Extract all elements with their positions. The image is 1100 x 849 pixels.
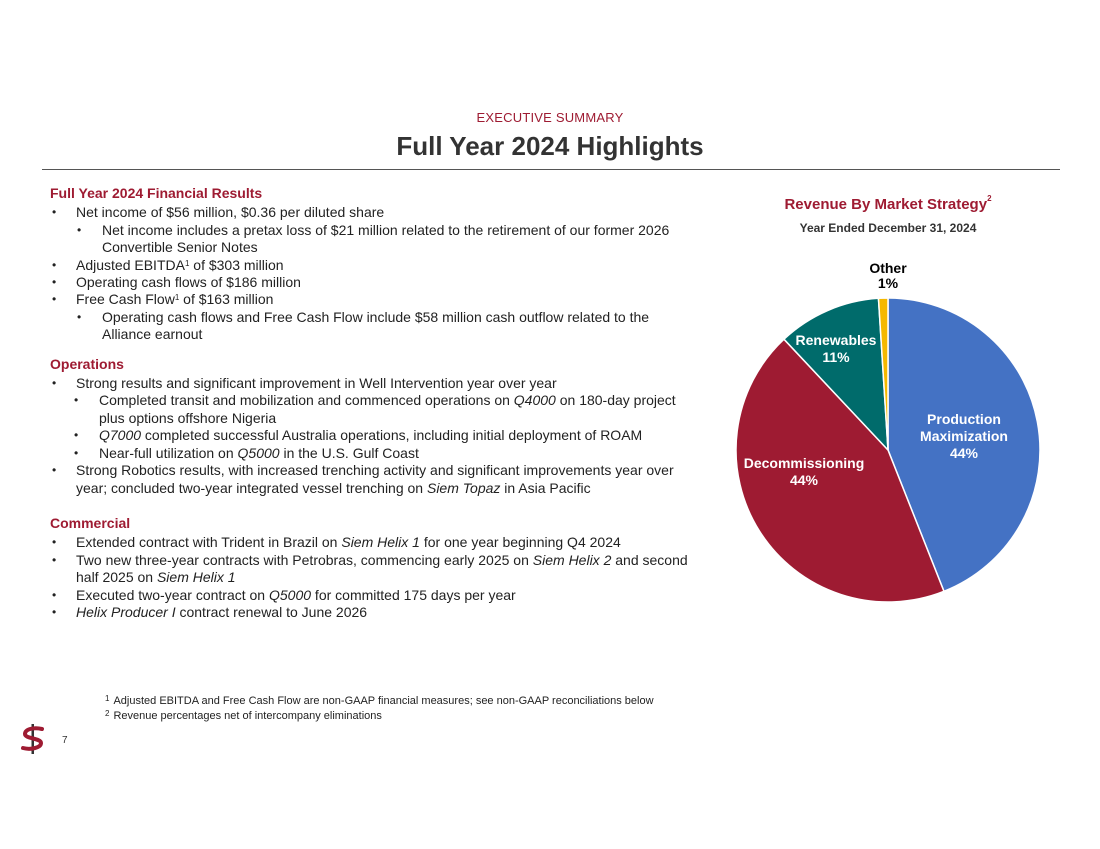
pie-label-renewables: Renewables 11% (795, 332, 877, 365)
list-item: • Q7000 completed successful Australia operations, including initial deployment of ROAM (74, 427, 643, 444)
pie-label-decommissioning: Decommissioning 44% (743, 455, 865, 488)
list-item: • Net income of $56 million, $0.36 per diluted share (52, 204, 385, 221)
section-kicker: EXECUTIVE SUMMARY (476, 110, 624, 125)
list-item: • Near-full utilization on Q5000 in the U.S. Gulf Coast (74, 444, 419, 461)
list-item: • Free Cash Flow$^1$ of $163 million (52, 291, 274, 308)
list-item: • Executed two-year contract on Q5000 for committed 175 days per year (52, 586, 516, 603)
footnote-2: $^2$ Revenue percentages net of intercompany eliminations (105, 709, 382, 722)
footnote-1: $^1$ Adjusted EBITDA and Free Cash Flow are non-GAAP financial measures; see non-GAAP reconciliations below (105, 694, 654, 707)
list-item: • Operating cash flows and Free Cash Flow include $58 million cash outflow related to the Alliance earnout (77, 308, 650, 343)
footnote-ref: 2 (987, 194, 992, 203)
financial-heading: Full Year 2024 Financial Results (50, 185, 263, 201)
chart-title: Revenue By Market Strategy$^2$ (784, 194, 992, 213)
financial-list (50, 204, 690, 343)
list-item: • Operating cash flows of $186 million (52, 274, 301, 291)
operations-heading: Operations (50, 355, 124, 372)
list-item: • Strong results and significant improvement in Well Intervention year over year (52, 375, 557, 392)
company-logo-icon (20, 724, 46, 754)
commercial-list (50, 534, 690, 621)
page-title: Full Year 2024 Highlights (396, 131, 704, 161)
list-item: • Completed transit and mobilization and commenced operations on Q4000 on 180-day project plus options offshore Nigeria (74, 392, 676, 426)
list-item: • Adjusted EBITDA$^1$ of $303 million (52, 256, 284, 273)
pie-label-production-maximization: Production Maximization 44% (920, 411, 1008, 461)
list-item: • Extended contract with Trident in Brazil on Siem Helix 1 for one year beginning Q4 2024 (52, 534, 621, 551)
list-item: • Net income includes a pretax loss of $21 million related to the retirement of our former 2026 Convertible Senior Notes (77, 221, 670, 256)
commercial-heading: Commercial (50, 514, 131, 531)
list-item: • Two new three-year contracts with Petrobras, commencing early 2025 on Siem Helix 2 and second half 2025 on Siem Helix 1 (52, 551, 688, 586)
page-number: 7 (62, 735, 68, 746)
chart-subtitle: Year Ended December 31, 2024 (799, 221, 977, 235)
title-divider (42, 169, 1060, 170)
footnote-ref: 1 (184, 258, 190, 268)
operations-list (50, 375, 690, 497)
footnote-ref: 1 (174, 293, 180, 303)
pie-label-other: Other 1% (869, 260, 907, 291)
list-item: • Helix Producer I contract renewal to June 2026 (52, 603, 368, 620)
revenue-pie-chart (700, 250, 1080, 610)
highlights-text (50, 185, 690, 621)
list-item: • Strong Robotics results, with increased trenching activity and significant improvements year over year; concluded two-year integrated vessel trenching on Siem Topaz in Asia Pacific (52, 462, 674, 496)
